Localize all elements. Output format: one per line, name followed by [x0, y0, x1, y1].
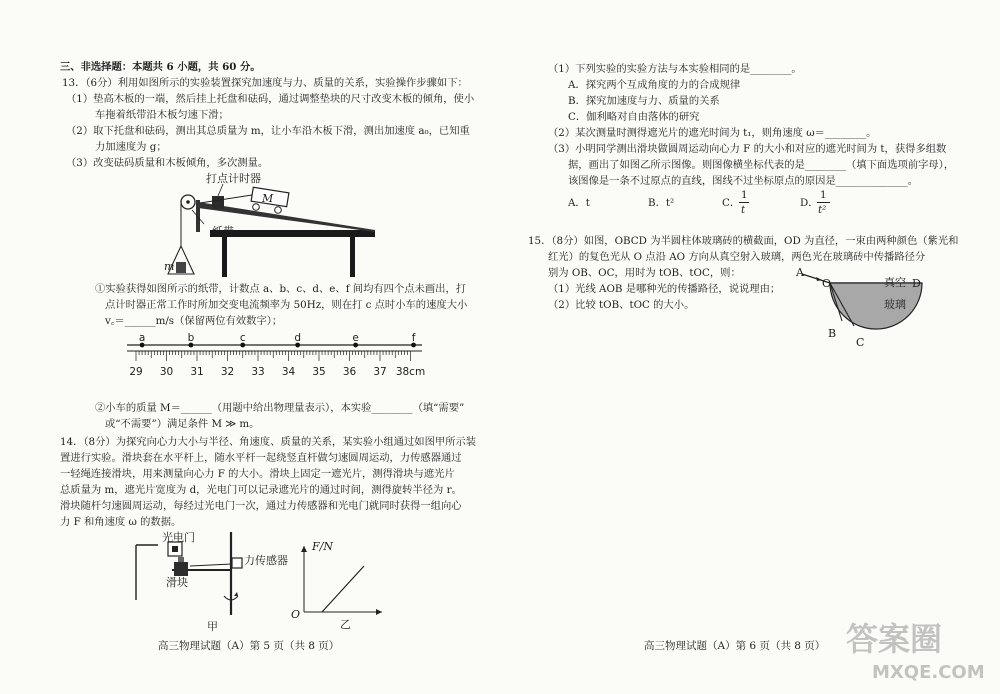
choice-c-fraction-bar — [739, 202, 749, 203]
q15-line1: 15．（8分）如图，OBCD 为半圆柱体玻璃砖的横截面，OD 为直径，一束由两种颜色（紫光和 — [528, 235, 959, 247]
label-origin: O — [291, 608, 301, 621]
ruler-number: 34 — [281, 366, 296, 378]
ruler-number: 38cm — [395, 366, 426, 378]
choice-d-fraction-bar — [817, 202, 830, 203]
q13-step1a: （1）垫高木板的一端，然后挂上托盘和砝码，通过调整垫块的尺寸改变木板的倾角，使小 — [66, 93, 475, 105]
choice-c-denominator: t — [741, 204, 746, 216]
q14-line2: 置进行实验。滑块套在水平杆上，随水平杆一起绕竖直杆做匀速圆周运动，力传感器通过 — [60, 452, 462, 464]
q15-line3: 别为 OB、OC，用时为 tOB、tOC，则： — [548, 267, 741, 279]
label-slider-block: 滑块 — [166, 576, 188, 589]
glass-label: 玻璃 — [884, 298, 906, 311]
choice-d-prefix: D． — [800, 197, 819, 209]
label-force-axis: F/N — [312, 540, 333, 553]
q14-option-b: B．探究加速度与力、质量的关系 — [568, 95, 720, 107]
q14-line4: 总质量为 m，遮光片宽度为 d，光电门可以记录遮光片的通过时间，测得旋转半径为 r。 — [60, 484, 462, 496]
tape-point-label: e — [352, 332, 359, 344]
tape-point-label: a — [138, 332, 146, 344]
q14-line6: 力 F 和角速度 ω 的数据。 — [60, 516, 182, 528]
q13-step1b: 车拖着纸带沿木板匀速下滑； — [95, 109, 229, 121]
q13-step2a: （2）取下托盘和砝码，测出其总质量为 m，让小车沿木板下滑，测出加速度 a₀，已知重 — [66, 125, 470, 137]
ruler-number: 31 — [190, 366, 204, 378]
choice-b: B．t² — [648, 197, 675, 209]
label-tape: 纸带 — [212, 225, 234, 238]
watermark-logo — [838, 606, 988, 688]
label-force-sensor: 力传感器 — [244, 554, 288, 567]
ruler-number: 37 — [373, 366, 387, 378]
point-o-label: O — [822, 277, 832, 290]
ruler-number: 35 — [312, 366, 326, 378]
choice-a: A．t — [568, 197, 590, 209]
label-hanger-mass: m — [164, 260, 175, 273]
q13-step2b: 力加速度为 g； — [95, 141, 167, 153]
q14-sub2: （2）某次测量时测得遮光片的遮光时间为 t₁，则角速度 ω＝________。 — [548, 127, 877, 139]
q14-option-c: C．伽利略对自由落体的研究 — [568, 111, 700, 123]
q15-question1: （1）光线 AOB 是哪种光的传播路径，说说理由； — [548, 283, 781, 295]
ruler-number: 30 — [159, 366, 174, 378]
choice-c-prefix: C． — [722, 197, 741, 209]
choice-d-numerator: 1 — [820, 189, 827, 201]
section-heading: 三、非选择题：本题共 6 小题，共 60 分。 — [60, 61, 261, 73]
point-c-label: C — [856, 336, 865, 349]
ruler-number: 32 — [220, 366, 235, 378]
q13-part1b: 点计时器正常工作时所加交变电流频率为 50Hz，则在打 c 点时小车的速度大小 — [105, 299, 468, 311]
choice-c-numerator: 1 — [741, 189, 748, 201]
q13-step3: （3）改变砝码质量和木板倾角，多次测量。 — [66, 157, 269, 169]
incline-apparatus-figure — [150, 172, 390, 282]
label-cart-mass: M — [262, 192, 274, 205]
force-graph-figure — [290, 540, 390, 625]
svg-text:答案圈: 答案圈 — [846, 620, 943, 658]
q13-part1c: v꜀＝______m/s（保留两位有效数字）； — [105, 315, 283, 327]
q14-line3: 一轻绳连接滑块，用来测量向心力 F 的大小。滑块上固定一遮光片，测得滑块与遮光片 — [60, 468, 455, 480]
q13-line1: 13．（6分）利用如图所示的实验装置探究加速度与力、质量的关系，实验操作步骤如下： — [62, 77, 468, 89]
tape-point-label: d — [294, 332, 301, 344]
tape-point-label: f — [411, 332, 416, 344]
label-photo-gate: 光电门 — [162, 531, 195, 544]
rotating-apparatus-figure — [128, 530, 268, 620]
label-figure-jia: 甲 — [207, 620, 218, 633]
q14-sub1: （1）下列实验的实验方法与本实验相同的是________。 — [548, 63, 802, 75]
tape-point-label: b — [187, 332, 195, 344]
q14-line1: 14．（8分）为探究向心力大小与半径、角速度、质量的关系，某实验小组通过如图甲所示装 — [60, 436, 477, 448]
exam-page-6 — [500, 0, 1000, 694]
label-timer: 打点计时器 — [206, 172, 261, 185]
q15-line2: 红光）的复色光从 O 点沿 AO 方向从真空射入玻璃，两色光在玻璃砖中传播路径分 — [548, 251, 926, 263]
page-footer-left: 高三物理试题（A）第 5 页（共 8 页） — [158, 640, 340, 652]
q14-option-a: A．探究两个互成角度的力的合成规律 — [568, 79, 741, 91]
q14-sub3b: 据，画出了如图乙所示图像。则图像横坐标代表的是________（填下面选项前字母）， — [568, 159, 955, 171]
q13-part1a: ①实验获得如图所示的纸带，计数点 a、b、c、d、e、f 间均有四个点未画出，打 — [95, 283, 467, 295]
ruler-number: 29 — [129, 366, 143, 378]
vacuum-label: 真空 — [884, 276, 906, 289]
tape-ruler-figure — [122, 333, 432, 388]
point-b-label: B — [828, 327, 837, 340]
ruler-number: 36 — [342, 366, 357, 378]
tape-point-label: c — [239, 332, 246, 344]
q13-part2a: ②小车的质量 M＝______（用题中给出物理量表示），本实验________（填“需要” — [95, 402, 465, 414]
q15-question2: （2）比较 tOB、tOC 的大小。 — [548, 299, 695, 311]
q13-part2b: 或“不需要”）满足条件 M ≫ m。 — [105, 418, 260, 430]
q14-sub3a: （3）小明同学测出滑块做圆周运动向心力 F 的大小和对应的遮光时间为 t，获得多组数 — [548, 143, 947, 155]
q14-line5: 滑块随杆匀速圆周运动，每经过光电门一次，通过力传感器和光电门就同时获得一组向心 — [60, 500, 462, 512]
choice-d-denominator: t² — [818, 204, 827, 216]
label-figure-yi: 乙 — [340, 618, 351, 631]
point-a-label: A — [796, 266, 804, 279]
ruler-number: 33 — [251, 366, 265, 378]
q14-sub3c: 该图像是一条不过原点的直线，图线不过坐标原点的原因是______________。 — [568, 175, 919, 187]
page-footer-right: 高三物理试题（A）第 6 页（共 8 页） — [644, 640, 826, 652]
point-d-label: D — [912, 277, 921, 290]
svg-text:MXQE.COM: MXQE.COM — [872, 662, 985, 683]
